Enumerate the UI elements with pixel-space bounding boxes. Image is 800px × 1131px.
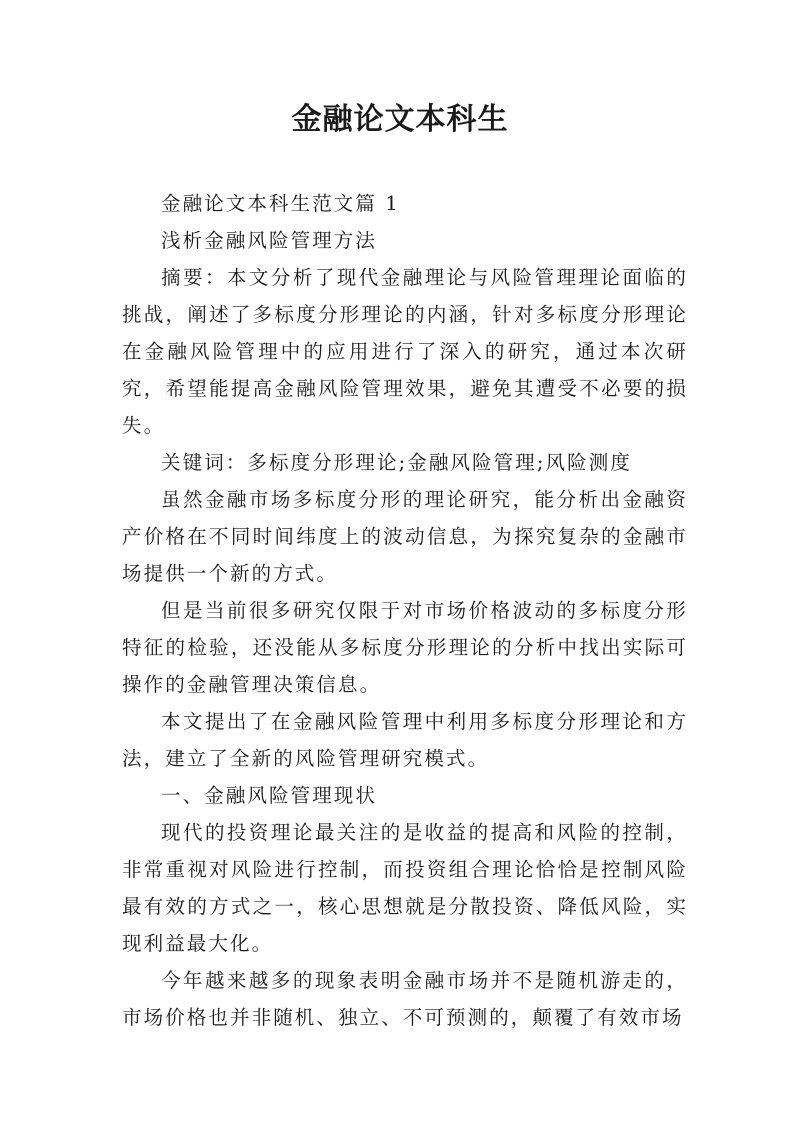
paragraph-body: 本文提出了在金融风险管理中利用多标度分形理论和方法，建立了全新的风险管理研究模式。 [122, 710, 688, 770]
paragraph-essay-title: 浅析金融风险管理方法 [161, 229, 378, 252]
paragraph-abstract: 摘要：本文分析了现代金融理论与风险管理理论面临的挑战，阐述了多标度分形理论的内涵，针对多标度分形理论在金融风险管理中的应用进行了深入的研究，通过本次研究，希望能提高金融风险管理效果，避免其遭受不必要的损失。 [122, 266, 688, 437]
paragraph-body: 虽然金融市场多标度分形的理论研究，能分析出金融资产价格在不同时间纬度上的波动信息，为探究复杂的金融市场提供一个新的方式。 [122, 488, 688, 585]
paragraph-body: 今年越来越多的现象表明金融市场并不是随机游走的，市场价格也并非随机、独立、不可预测的，颠覆了有效市场 [122, 969, 688, 1029]
paragraph-keywords: 关键词：多标度分形理论;金融风险管理;风险测度 [161, 451, 632, 474]
paragraph-body: 但是当前很多研究仅限于对市场价格波动的多标度分形特征的检验，还没能从多标度分形理论的分析中找出实际可操作的金融管理决策信息。 [122, 599, 688, 696]
paragraph-body: 现代的投资理论最关注的是收益的提高和风险的控制，非常重视对风险进行控制，而投资组合理论恰恰是控制风险最有效的方式之一，核心思想就是分散投资、降低风险，实现利益最大化。 [122, 821, 688, 955]
section-heading: 一、金融风险管理现状 [161, 784, 378, 807]
paragraph-essay-label: 金融论文本科生范文篇 1 [161, 192, 400, 215]
document-body [122, 185, 688, 1036]
document-title: 金融论文本科生 [291, 102, 509, 137]
